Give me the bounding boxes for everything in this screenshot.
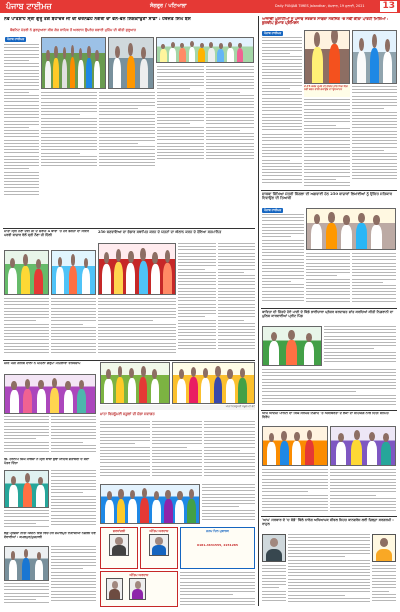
left-body-2 bbox=[4, 416, 49, 456]
left-headline-2: ਮੌਸੀ ਪੰਜੀ ਗਰੀਬ ਦਾਲਾਂ ਨੇ ਪਹਿਲਾ ਗਰੁੱਪਾਂ ਮਹਿਲਾਵਾਂ ਵਰਕਸ਼ਾਪ bbox=[4, 362, 81, 365]
left-body-2b bbox=[51, 416, 96, 456]
mid-center-photo bbox=[98, 243, 176, 295]
right-top-body-2 bbox=[352, 86, 397, 186]
center-photo-3 bbox=[100, 362, 170, 404]
right-body-3b bbox=[262, 369, 396, 409]
ad-tribute-2 bbox=[140, 527, 178, 569]
right-top-caption: 2.73 ਕਰੋੜ ਰੁਪਏ ਦੀ ਲਾਗਤ ਨਾਲ ਪਿੰਡ ਵਿਚ ਨਵੀਂ ਬਣਨ ਵਾਲੀ ਗਰਾਉਂਡ ਦਾ ਉਦਘਾਟਨ bbox=[304, 85, 350, 97]
right-body-4b bbox=[330, 469, 396, 514]
right-mid-body bbox=[262, 214, 304, 304]
mid-center-headline: 250 ਬਣਵਾਇਆ ਦਾ ਭੰਡਾਰ ਸਥਾਪਿਤ ਕਰਨ ਦੇ ਯਤਨਾਂ ਦਾ ਐਲਾਨ ਕਰਨ ਦੇ ਹੋਇਆ ਸਨਮਾਨਿਤ bbox=[98, 230, 222, 234]
column-divider bbox=[258, 16, 259, 606]
newspaper-name: ਪੰਜਾਬ ਟਾਈਮਜ਼ bbox=[6, 1, 52, 11]
left-body-4 bbox=[51, 546, 96, 606]
ad-tribute-1 bbox=[100, 527, 138, 569]
section-rule-3 bbox=[3, 360, 98, 361]
left-photo-4 bbox=[4, 546, 49, 581]
ad-tribute-3-portrait bbox=[106, 578, 123, 600]
right-top-photo-1 bbox=[304, 30, 350, 84]
masthead bbox=[0, 0, 400, 13]
edition-line: Daily PUNJAB TIMES Jalandhar, ਸੋਮਵਾਰ, 19 ਜੁਲਾਈ, 2021 bbox=[275, 4, 365, 8]
center-body-3b bbox=[152, 421, 202, 481]
mid-center-body-3 bbox=[98, 298, 176, 358]
ad-tribute-2-portrait bbox=[149, 534, 169, 556]
center-photo-caption: ਮਾਤਾ ਵਿਸ਼ਨੂੰਮਈ ਸਕੂਲ ਦੀ ਫੋਟੋ bbox=[100, 405, 255, 410]
ad-tribute-3-title: ਅੰਤਿਮ ਅਰਦਾਸ bbox=[129, 573, 149, 577]
lead-body-col1 bbox=[4, 44, 39, 224]
mid-left-photo bbox=[4, 250, 49, 295]
right-top-headline: ਆਜ਼ਾਦੀ ਘੁਲਾਟੀਆਂ ਨੂੰ ਪੰਜਾਬ ਸਰਕਾਰ ਸਾਬਕਾ ਨਰਸਿੰਗ 'ਚ ਨਵੀਂ ਕੀਤਾ ਪਾਰਟੀ ਮਿਲਿਆ : ਕੁਲਦੀਪ ਕੁਮਾਰ ਪ੍ਰੋਮਿਸ਼ਨ bbox=[262, 17, 389, 26]
right-mid-photo bbox=[306, 208, 396, 250]
ad-tribute-2-title: ਅੰਤਿਮ ਅਰਦਾਸ bbox=[149, 529, 169, 533]
lead-body-col5 bbox=[206, 66, 254, 226]
lead-photo-3 bbox=[156, 37, 254, 63]
lead-photo-2 bbox=[108, 37, 154, 89]
ad-tribute-3 bbox=[100, 571, 178, 607]
section-rule-5 bbox=[261, 308, 397, 309]
mid-left-body bbox=[4, 298, 49, 358]
left-body-4b bbox=[4, 583, 49, 607]
right-portrait-5b bbox=[372, 534, 396, 562]
section-rule-6 bbox=[261, 410, 397, 411]
center-photo-5 bbox=[100, 484, 200, 524]
section-rule-2 bbox=[261, 190, 397, 191]
desk-tag-3: ਪੰਜਾਬ ਟਾਈਮਜ਼ bbox=[264, 208, 282, 212]
right-top-body-4 bbox=[262, 134, 302, 186]
right-mid-body-2 bbox=[306, 253, 350, 305]
mid-center-body-2 bbox=[218, 243, 255, 358]
desk-tag-2: ਪੰਜਾਬ ਟਾਈਮਜ਼ bbox=[264, 31, 282, 35]
left-body-3 bbox=[51, 470, 96, 530]
lead-subhead: ਕੈਬਨਿਟ ਮੰਤਰੀ ਨੇ ਗੁਰਦੁਆਰਾ ਸੀਸ ਗੰਜ ਸਾਹਿਬ ਤੋਂ ਅਰਦਾਸ ਉਪਰੰਤ ਸਫਾਈ ਮੁਹਿੰਮ ਦੀ ਕੀਤੀ ਸ਼ੁਰੂਆਤ bbox=[10, 28, 136, 32]
ad-tribute-3-portrait-2 bbox=[129, 578, 146, 600]
right-body-5 bbox=[288, 534, 370, 606]
right-mid-body-3 bbox=[352, 253, 396, 305]
section-rule-7 bbox=[261, 516, 397, 517]
right-top-body bbox=[262, 37, 302, 132]
right-photo-4 bbox=[262, 426, 328, 466]
left-photo-2 bbox=[4, 374, 96, 414]
right-body-5b bbox=[262, 565, 286, 607]
right-top-body-3 bbox=[304, 99, 350, 189]
desk-tag: ਪੰਜਾਬ ਟਾਈਮਜ਼ bbox=[7, 37, 25, 41]
mid-left-headline: ਮਾਤਾ ਸ੍ਰੀ ਨੈਣਾ ਦੇਵੀ ਜੀ ਦੇ ਸ਼ਰਧੀ 4 ਥਾਂਵਾਂ 'ਤੇ ਹਰ ਭਗਤਾਂ ਦਾ ਸੀਵਰ ਪਰਵੀ ਬਾਜ਼ਾਰ ਵੱਲੋਂ ਸ੍ਰੀ ਨੈਣਾ ਜੀ ਦਿੱਲੀ bbox=[4, 230, 89, 237]
center-body-5 bbox=[202, 484, 255, 524]
right-headline-5: 'ਆਪ' ਸਰਕਾਰ ਦੇ 'ਦ ਸੰਡੋ' ਕਿੱਲੇ ਨਾਰੰਗ ਅਧਿਆਪਕ ਸੀਵਲ ਸਿਹਤ ਕਾਨਫਰੰਸ ਲਈ ਜ਼ਿਲ੍ਹਾ ਸਰਗਰਮੀ : ਰਾਹੁਲ bbox=[262, 518, 394, 527]
center-headline-3: ਮਾਤਾ ਵਿਸ਼ਨੂੰਮਈ ਸਕੂਲਾਂ ਦੀ ਸ਼ੋਭਾ ਸਵਾਗਤ bbox=[100, 412, 155, 416]
right-mid-headline: ਸਾਬਕਾ ਸਿੱਖਿਆ ਮੰਤਰੀ ਸਿੰਗਲਾ ਦੀ ਅਗਵਾਈ ਹੇਠ 250 ਬਾਜ਼ਾਰਾਂ ਲਿਖਾਈਆਂ ਨੂੰ ਉਚਿਤ ਸਤਿਕਾਰ ਦਿਵਾਉਣ ਦੀ ਤਿਆਰੀ bbox=[262, 192, 392, 201]
right-headline-4: ਆਮ ਆਦਮੀ ਪਾਰਟੀ ਦਾ ਸਿੰਘ ਸਰਪੰਚ ਨਿਗਾਹ 'ਤੇ ਅਸਥਿਰਤਾ ਦੇ ਲੋਕਾਂ ਦਾ ਸਹਿਯੋਗ ਨਾਲ ਦਿੱਤੀ ਸੀਮਿਤ ਵਿਰੋਧ bbox=[262, 412, 389, 419]
mid-left-body-2 bbox=[51, 298, 96, 358]
lead-photo bbox=[41, 37, 106, 89]
mid-center-body bbox=[178, 243, 216, 358]
center-body-3a bbox=[100, 421, 150, 481]
ad-notice bbox=[180, 527, 255, 569]
section-rule-4 bbox=[98, 360, 255, 361]
right-photo-3 bbox=[262, 326, 322, 366]
left-headline-4: ਲੋਕੁ ਪ੍ਰਸ਼ੰਸਾ ਨੀਤੀ ਅਧੀਨ ਵਿੱਚ ਵਿੱਚ ਹਰ ਜਮਾਲਪੁਰ ਨਿਵਾਸੀਆਂ ਨਸ਼ੀਲੀ ਦੇਣ ਦੇਵਾਈਆਂ : ਕਮਲਪੁਰ/ਖ਼ੁਸ਼ਹਾਲੀ bbox=[4, 532, 96, 539]
lead-body-col2 bbox=[41, 92, 97, 222]
lead-body-col4 bbox=[157, 66, 204, 226]
ad-notice-title: ਜਨਮ ਦਿਨ ਮੁਬਾਰਕ bbox=[206, 529, 229, 533]
right-body-3 bbox=[324, 326, 396, 366]
page-number: 13 bbox=[382, 1, 395, 11]
left-body-3b bbox=[4, 510, 49, 530]
center-photo-4 bbox=[172, 362, 255, 404]
left-photo-3 bbox=[4, 470, 49, 508]
ad-notice-phone: 0181-4631555, 2231285 bbox=[196, 543, 238, 547]
center-body-6 bbox=[180, 572, 255, 607]
left-headline-3: ਡਿ. ਹਰਨਾਮ ਸਿੰਘ ਖ਼ਾਲਸਾ ਨੇ ਸ੍ਰੀ ਬਾਬਾ ਬੁੱਢਾ ਸਾਹਿਬ ਸ਼ਤਾਬਦੀ ਦੇ ਸੱਦਾ ਪੱਤਰ ਦਿੱਤਾ bbox=[4, 458, 90, 465]
right-body-5c bbox=[372, 565, 396, 607]
right-photo-4b bbox=[330, 426, 396, 466]
right-portrait-5 bbox=[262, 534, 286, 562]
ad-tribute-1-portrait bbox=[109, 534, 129, 556]
right-headline-3: ਕਾਵਿਤਾ ਦੀ ਜਿੱਤਦੇ ਹੋਏ ਪਾਣੀ ਦੇ ਕਿੰਡੇ ਭਾਈਚਾਰਾ ਪ੍ਰੇਸ਼ਰ ਬਰਦਾਸ਼ਤ ਸ਼ਾਂਤ ਕਰਦਿਆਂ ਕੀਤੀ ਨਿਗਰਾਨੀ ਦਾ ਪੁਲਿਸ ਕਾਰਵਾਈਆਂ ਪ੍ਰੀਟ ਪਿੰਡ bbox=[262, 310, 394, 319]
section-rule-1 bbox=[3, 228, 255, 229]
center-body-3c bbox=[204, 421, 255, 481]
right-body-4 bbox=[262, 469, 328, 514]
lead-body-col3 bbox=[99, 92, 155, 222]
lead-headline: ਨੌਵੇਂ ਪਾਤਸ਼ਾਹ ਸ੍ਰੀ ਗੁਰੂ ਤੇਗ ਬਹਾਦਰ ਜੀ ਦੀ ਚਰਨਛੋਹ ਨਗਰੀ ਦਾ ਵੰਨ-ਵੰਨ ਲਿਸ਼ਕਾਉਣਾ ਸਾਡਾ : ਹਰਜੋਤ ਸਿੰਘ ਬੈਂਸ bbox=[4, 17, 191, 22]
section-name: ਸੰਗਰੂਰ / ਪਟਿਆਲਾ bbox=[150, 3, 187, 9]
ad-tribute-1-title: ਸ਼ਰਧਾਂਜਲੀ bbox=[112, 529, 126, 533]
mid-left-photo-2 bbox=[51, 250, 96, 295]
right-top-photo-2 bbox=[352, 30, 397, 84]
